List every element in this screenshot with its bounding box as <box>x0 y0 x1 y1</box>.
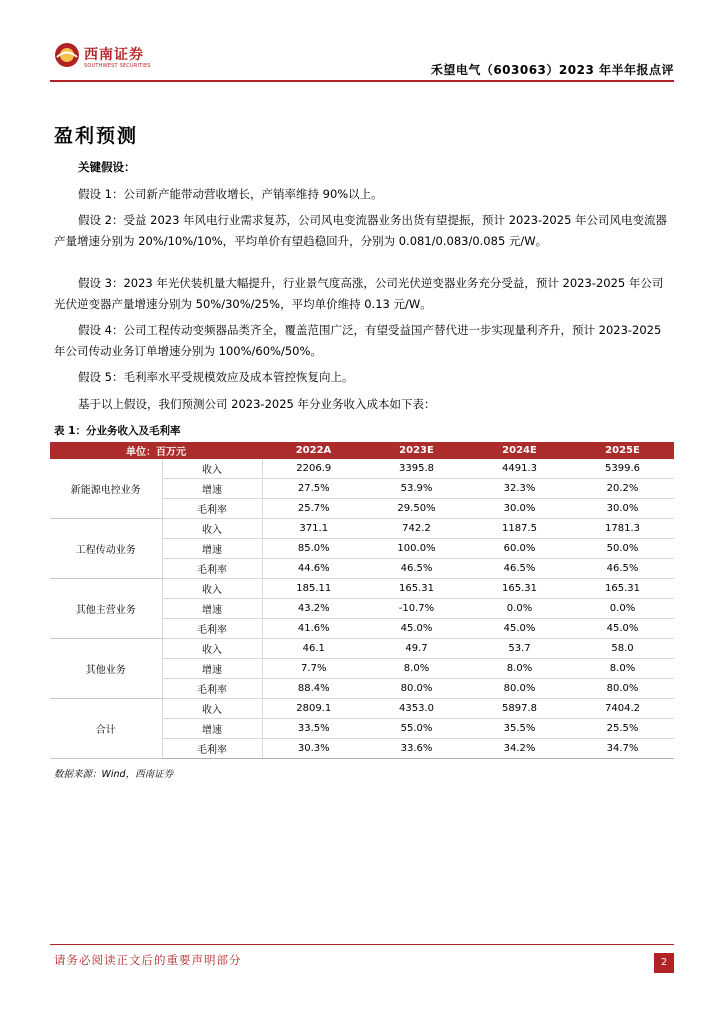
table-cell: 49.7 <box>365 639 468 659</box>
segment-name: 其他主营业务 <box>50 579 162 639</box>
table-cell: 742.2 <box>365 519 468 539</box>
table-row <box>50 459 674 479</box>
table-cell: 35.5% <box>468 719 571 739</box>
table-cell: 165.31 <box>571 579 674 599</box>
table-cell: 80.0% <box>468 679 571 699</box>
table-body <box>50 459 674 759</box>
table-cell: 8.0% <box>571 659 674 679</box>
logo-mark-icon <box>54 42 80 68</box>
table-cell: 1781.3 <box>571 519 674 539</box>
segment-name: 其他业务 <box>50 639 162 699</box>
table-cell: 5399.6 <box>571 459 674 479</box>
table-cell: 58.0 <box>571 639 674 659</box>
logo-text-cn: 西南证券 <box>84 47 144 63</box>
table-cell: 53.9% <box>365 479 468 499</box>
table-cell: 53.7 <box>468 639 571 659</box>
metric-label: 增速 <box>162 479 262 499</box>
table-cell: 33.6% <box>365 739 468 759</box>
table-row <box>50 699 674 719</box>
table-cell: 4491.3 <box>468 459 571 479</box>
metric-label: 毛利率 <box>162 739 262 759</box>
metric-label: 毛利率 <box>162 499 262 519</box>
table-cell: 8.0% <box>468 659 571 679</box>
table-cell: 80.0% <box>571 679 674 699</box>
year-header: 2025E <box>571 442 674 459</box>
table-cell: 88.4% <box>262 679 365 699</box>
table-cell: 43.2% <box>262 599 365 619</box>
footer-disclaimer: 请务必阅读正文后的重要声明部分 <box>54 953 242 967</box>
table-cell: 0.0% <box>468 599 571 619</box>
table-cell: 29.50% <box>365 499 468 519</box>
metric-label: 增速 <box>162 659 262 679</box>
footer-divider <box>50 944 674 945</box>
assumptions-heading: 关键假设： <box>78 160 136 174</box>
table-cell: 2206.9 <box>262 459 365 479</box>
table-cell: 50.0% <box>571 539 674 559</box>
table-cell: 1187.5 <box>468 519 571 539</box>
table-cell: 30.0% <box>468 499 571 519</box>
table-cell: 25.5% <box>571 719 674 739</box>
table-cell: 34.2% <box>468 739 571 759</box>
report-title: 禾望电气（603063）2023 年半年报点评 <box>430 63 674 77</box>
revenue-table <box>50 442 674 759</box>
year-header: 2024E <box>468 442 571 459</box>
table-cell: 45.0% <box>571 619 674 639</box>
table-cell: 165.31 <box>365 579 468 599</box>
table-cell: 60.0% <box>468 539 571 559</box>
table-caption: 表 1：分业务收入及毛利率 <box>54 425 181 437</box>
table-cell: 55.0% <box>365 719 468 739</box>
metric-label: 收入 <box>162 519 262 539</box>
table-cell: 30.0% <box>571 499 674 519</box>
table-cell: 25.7% <box>262 499 365 519</box>
summary-paragraph: 基于以上假设，我们预测公司 2023-2025 年分业务收入成本如下表： <box>78 397 436 411</box>
segment-name: 新能源电控业务 <box>50 459 162 519</box>
table-cell: 8.0% <box>365 659 468 679</box>
company-logo <box>54 42 154 76</box>
table-header-row <box>50 442 674 459</box>
metric-label: 收入 <box>162 639 262 659</box>
table-cell: 20.2% <box>571 479 674 499</box>
metric-label: 毛利率 <box>162 559 262 579</box>
table-cell: 44.6% <box>262 559 365 579</box>
table-cell: 371.1 <box>262 519 365 539</box>
table-cell: 4353.0 <box>365 699 468 719</box>
assumption-paragraph: 假设 2：受益 2023 年风电行业需求复苏，公司风电变流器业务出货有望提振，预计 2023-2025 年公司风电变流器产量增速分别为 20%/10%/10%，平均单价有望趋稳回升，分别为 0.081/0.083/0.085 元/W。 <box>54 213 668 248</box>
metric-label: 毛利率 <box>162 679 262 699</box>
table-cell: 100.0% <box>365 539 468 559</box>
table-cell: 165.31 <box>468 579 571 599</box>
page-number: 2 <box>654 953 674 973</box>
assumption-paragraph: 假设 5：毛利率水平受规模效应及成本管控恢复向上。 <box>78 370 354 384</box>
section-title: 盈利预测 <box>54 125 139 147</box>
table-cell: 33.5% <box>262 719 365 739</box>
metric-label: 收入 <box>162 459 262 479</box>
metric-label: 增速 <box>162 539 262 559</box>
segment-name: 工程传动业务 <box>50 519 162 579</box>
table-cell: 5897.8 <box>468 699 571 719</box>
table-cell: 46.5% <box>571 559 674 579</box>
logo-text-en: SOUTHWEST SECURITIES <box>84 63 151 69</box>
table-cell: 3395.8 <box>365 459 468 479</box>
table-cell: 46.5% <box>365 559 468 579</box>
table-row <box>50 579 674 599</box>
table-cell: 32.3% <box>468 479 571 499</box>
table-cell: 45.0% <box>365 619 468 639</box>
table-cell: 46.5% <box>468 559 571 579</box>
table-cell: -10.7% <box>365 599 468 619</box>
table-cell: 34.7% <box>571 739 674 759</box>
metric-label: 收入 <box>162 579 262 599</box>
metric-label: 毛利率 <box>162 619 262 639</box>
table-cell: 80.0% <box>365 679 468 699</box>
data-source: 数据来源：Wind，西南证券 <box>54 769 174 780</box>
unit-header: 单位：百万元 <box>50 442 262 459</box>
table-cell: 30.3% <box>262 739 365 759</box>
table-cell: 46.1 <box>262 639 365 659</box>
metric-label: 增速 <box>162 599 262 619</box>
table-cell: 85.0% <box>262 539 365 559</box>
year-header: 2022A <box>262 442 365 459</box>
table-cell: 0.0% <box>571 599 674 619</box>
header-divider <box>50 80 674 82</box>
assumption-paragraph: 假设 3：2023 年光伏装机量大幅提升，行业景气度高涨，公司光伏逆变器业务充分受益，预计 2023-2025 年公司光伏逆变器产量增速分别为 50%/30%/25%，平均单价维持 0.13 元/W。 <box>54 276 664 311</box>
metric-label: 增速 <box>162 719 262 739</box>
metric-label: 收入 <box>162 699 262 719</box>
segment-name: 合计 <box>50 699 162 759</box>
table-cell: 7.7% <box>262 659 365 679</box>
assumption-paragraph: 假设 4：公司工程传动变频器品类齐全，覆盖范围广泛，有望受益国产替代进一步实现量利齐升，预计 2023-2025 年公司传动业务订单增速分别为 100%/60%/50%。 <box>54 323 662 358</box>
year-header: 2023E <box>365 442 468 459</box>
table-cell: 41.6% <box>262 619 365 639</box>
table-cell: 27.5% <box>262 479 365 499</box>
table-cell: 7404.2 <box>571 699 674 719</box>
table-cell: 2809.1 <box>262 699 365 719</box>
table-row <box>50 639 674 659</box>
assumption-paragraph: 假设 1：公司新产能带动营收增长，产销率维持 90%以上。 <box>78 187 383 201</box>
table-cell: 45.0% <box>468 619 571 639</box>
table-cell: 185.11 <box>262 579 365 599</box>
table-row <box>50 519 674 539</box>
